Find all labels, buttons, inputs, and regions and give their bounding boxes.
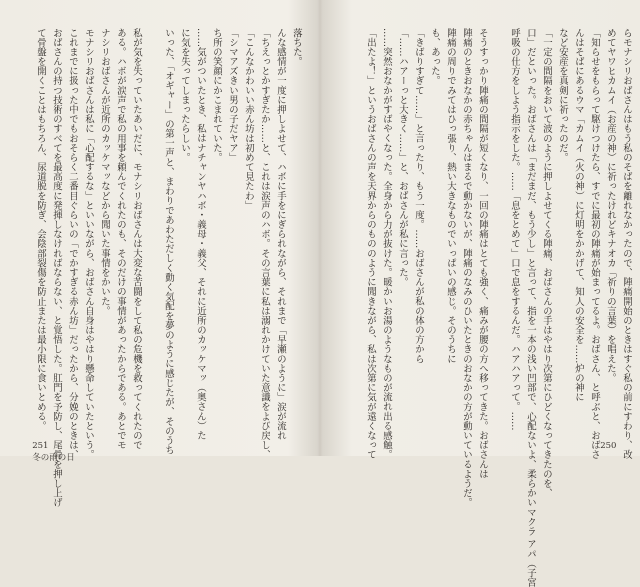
left-page	[0, 0, 320, 508]
left-page-body-text: 落ちた。 んな感情が一度に押しよせて、ハボに手をにぎられながら、それまで「早瀬のように」涙が流れ 「ちえっとかすぎたか……と、これは涙声のハボ。その言葉に私は溺れかけていた意識をよび戻し、 「こんなかわいい赤ん坊は初めて見たわ」 「シマアズきい男の子だヤア」 ち所の笑顔にかこまれていた。 ……気がついたとき、私はナチャンヤハボ・義母・義父、それに近所のカッケマッ（奥さん）た に気を失ってしまったらしい。 いった、「オギャー」の第一声と、まわりであわただしく動く気配を夢のように感じたが、そのうち 私が気を失っていたあいだに、モナシリおばさんは大変な苦闘をして私の危機を救ってくれたので ある。ハボが涙声で私の用事を頼んでくれたのも、そのだけの事情があったからである。あとでモ ナシリおばさんが近所のカッケマッなどから聞いた事情をかいた。 モナシリおばさんは私に「心配するな」といいながら、おばさん自身はやはり懸命していたという。 これまでに扱った中でもおそらく二番目ぐらいの「でかすぎる赤ん坊」だったから、分娩のときは、 おばさんの持つ技術のすべてを最高度に発揮しなければならない、と覚悟した。肛門を予防し、尾骨を押し上げ て骨盤を開くことはもちろん、尿道脱を防ぎ、会陰部裂傷を防止または最小限に食いとめる。	[35, 28, 302, 508]
left-page-number: 251	[32, 441, 49, 451]
right-page	[320, 0, 640, 587]
right-page-body-text: らモナシリおばさんはもう私のそばを離れなかったので、陣痛開始のときはすぐ私の前にすわり、改 めてヤワヒカムイ（お産の神）に祈ったけれどキナオカ「祈りの言葉）を唱えた。 「知らせをもらって駆けつけたら、すでに最初の陣痛が始まってるよ。おばさん、と呼ぶと、おばさ んはそばにあるウマ「カムイ（火の神）に灯明をかかげて、知人の安全を……炉の神に など安産を真剣に祈ったのだ。 「一定の間隔をおいて波のように押しよせてくる陣痛、おばさんの手はやはり次第にひどくなってきたのを、 口」だといった。おばさんは「まだまだ、もう少し」と言って、指を一本の浅い凹部で、心配ないよ、柔らかいマクラ アパ（子宮 呼吸の仕方をしよう指示をした。……「息をとめて」口で息をするんだ。ハアハアって。…… そうすっかり陣痛の間隔が短くなり、一回の陣痛はとても強く、痛みが腰の方へ移ってきた。おばさんは 陣痛のときおなかの赤ちゃんはまるで動かないが、陣痛のなみのひいたときのおなかの方が動いているようだ。 陣痛の周りでみてはひっ張り、熱い大きなものでいっぱいの感じ。そのうちに も、あった。 「きばりすぎて……」と言ったり、もう一度。……おばさんが私の体の方から 「……ハアーっと大きく……」と、おばさんが私に言った。 ……突然おなかがすばやくなった。全身から力が抜けた。暖かいお湯のようなものが流れ出る感触。 「出たよ！」というおばさんの声を天界からのもののように聞きながら、私は次第に気が遠くなって	[365, 28, 632, 587]
left-page-footer	[16, 431, 75, 473]
right-page-footer	[584, 431, 616, 461]
running-head: 冬の雨の日	[32, 453, 75, 463]
right-page-number: 250	[600, 441, 617, 451]
